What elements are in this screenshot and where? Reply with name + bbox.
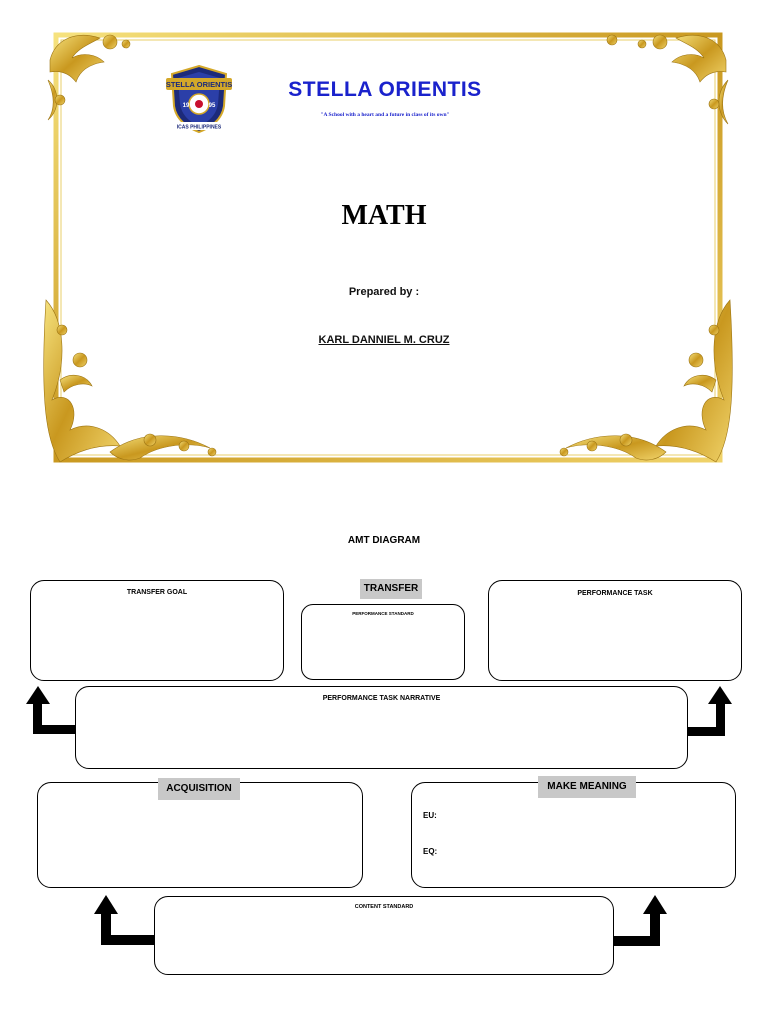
school-logo bbox=[166, 64, 232, 134]
content-standard-box bbox=[154, 896, 614, 975]
transfer-goal-label: TRANSFER GOAL bbox=[126, 589, 188, 596]
performance-standard-box bbox=[301, 604, 465, 680]
prepared-by-label: Prepared by : bbox=[348, 286, 420, 298]
performance-task-narrative-box bbox=[75, 686, 688, 769]
frame-corner-top-left bbox=[48, 35, 130, 120]
school-motto: "A School with a heart and a future in class of its own" bbox=[320, 112, 450, 118]
make-meaning-tag: MAKE MEANING bbox=[538, 776, 636, 798]
performance-task-label: PERFORMANCE TASK bbox=[577, 590, 653, 597]
performance-standard-label: PERFORMANCE STANDARD bbox=[352, 611, 414, 616]
performance-task-box bbox=[488, 580, 742, 681]
eu-label: EU: bbox=[423, 811, 437, 820]
author-name: KARL DANNIEL M. CRUZ bbox=[318, 334, 450, 346]
acquisition-tag: ACQUISITION bbox=[158, 778, 240, 800]
transfer-goal-box bbox=[30, 580, 284, 681]
logo-year-right: 95 bbox=[208, 103, 216, 109]
gold-ornamental-frame bbox=[0, 0, 768, 480]
performance-task-narrative-label: PERFORMANCE TASK NARRATIVE bbox=[322, 695, 441, 702]
arrow-up-left bbox=[26, 686, 75, 734]
subject-title: MATH bbox=[341, 200, 427, 231]
school-name: STELLA ORIENTIS bbox=[288, 78, 482, 101]
arrow-up-lower-left bbox=[94, 895, 154, 945]
arrow-up-lower-right bbox=[614, 895, 667, 946]
content-standard-label: CONTENT STANDARD bbox=[354, 904, 414, 910]
eq-label: EQ: bbox=[423, 847, 438, 856]
arrow-up-right bbox=[688, 686, 732, 736]
diagram-title: AMT DIAGRAM bbox=[347, 535, 421, 546]
logo-banner-text: STELLA ORIENTIS bbox=[166, 80, 232, 89]
logo-footer-text: ICAS PHILIPPINES bbox=[176, 124, 222, 131]
logo-year-left: 19 bbox=[182, 103, 190, 109]
frame-corner-bottom-left bbox=[44, 300, 216, 462]
frame-corner-bottom-right bbox=[560, 300, 732, 462]
frame-corner-top-right bbox=[607, 35, 728, 124]
transfer-tag: TRANSFER bbox=[360, 579, 422, 599]
